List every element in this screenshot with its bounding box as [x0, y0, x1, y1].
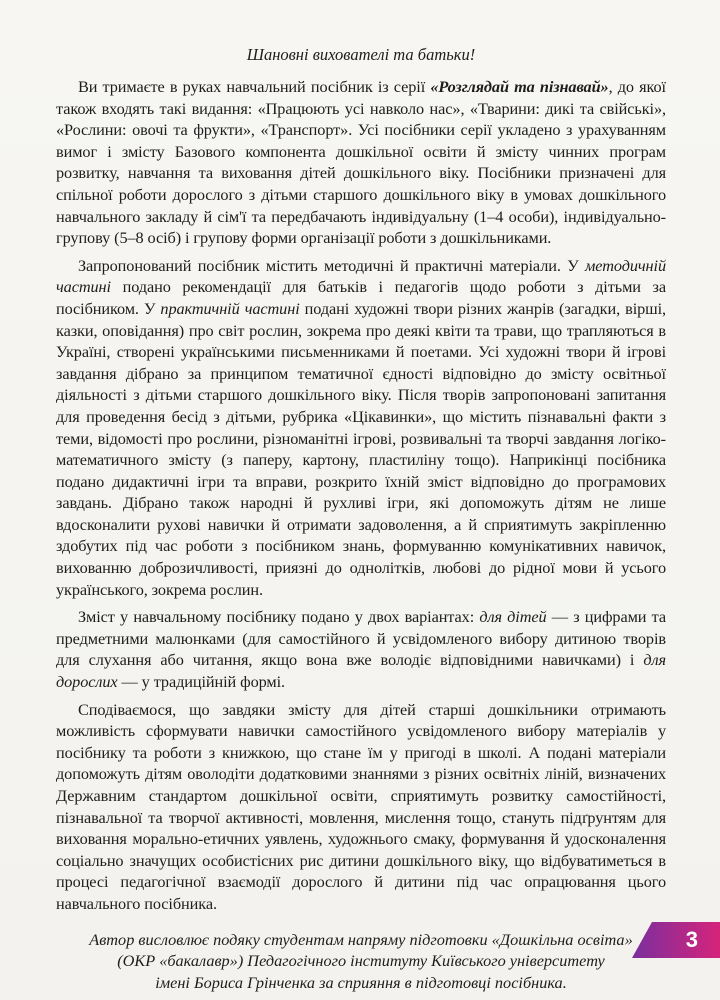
series-title: «Розглядай та пізнавай» — [430, 77, 609, 96]
badge-shape — [632, 922, 720, 958]
page-number: 3 — [685, 927, 698, 952]
method-part-term: методичній частині — [56, 255, 666, 297]
page-heading: Шановні вихователі та батьки! — [246, 45, 476, 64]
practice-part-term: практичній частині — [160, 298, 300, 318]
paragraph-content: Запропонований посібник містить методичні й практичні матеріали. У методичній частині подано рекомендації для батьків і педагогів щодо роботи з дітьми за посібником. У практичній частині подані художні твори різних жанрів (загадки, вірші, казки, оповідання) про світ рослин, зокрема про деякі квіти та трави, що трапляються в Україні, створені українськими письменниками й поетами. Усі художні твори й ігрові завдання дібрано за принципом тематичної єдності відповідно до змісту освітньої діяльності з дітьми старшого дошкільного віку. Після творів запропоновані запитання для проведення бесід з дітьми, рубрика «Цікавинки», що містить пізнавальні факти з теми, відомості про рослини, різноманітні ігрові, розвивальні та творчі завдання логіко-математичного змісту (з паперу, картону, пластиліну тощо). Наприкінці посібника подано дидактичні ігри та вправи, розкрито їхній зміст відповідно до програмових завдань. Дібрано також народні й рухливі ігри, які допоможуть дітям не лише вдосконалити рухові навички й отримати задоволення, а й сприятимуть закріпленню здобутих під час роботи з посібником знань, формуванню комунікативних навичок, вихованню доброзичливості, приязні до однолітків, любові до рідної мови й усього українського, зокрема рослин. — [56, 255, 666, 599]
acknowledgement-line: Автор висловлює подяку студентам напряму підготовки «Дошкільна освіта» — [89, 929, 633, 949]
for-kids-term: для дітей — [479, 607, 547, 627]
acknowledgement-line: імені Бориса Грінченка за сприяння в підготовці посібника. — [155, 972, 567, 992]
paragraph-hopes: Сподіваємося, що завдяки змісту для дітей старші дошкільники отримають можливість сформувати навички самостійного усвідомленого вибору матеріалів у посібнику та роботи з книжкою, що стане їм у пригоді в школі. А подані матеріали допоможуть дітям оволодіти додатковими знаннями з різних освітніх ліній, визначених Державним стандартом дошкільної освіти, сприятимуть розвитку самостійності, пізнавальної та творчої активності, мовлення, мислення тощо, стануть підґрунтям для виховання морально-етичних уявлень, художнього смаку, формування й удосконалення соціально значущих особистісних рис дитини дошкільного віку, що відбуватиметься в процесі педагогічної взаємодії дорослого й дитини під час опрацювання цього навчального посібника. — [56, 699, 666, 913]
page-content — [56, 44, 666, 993]
page-number-badge — [632, 922, 720, 958]
paragraph-variants: Зміст у навчальному посібнику подано у двох варіантах: для дітей — з цифрами та предметними малюнками (для самостійного й усвідомленого вибору дитиною творів для слухання або читання, якщо вона вже володіє відповідними навичками) і для дорослих — у традиційній формі. — [56, 607, 666, 692]
paragraph-intro: Ви тримаєте в руках навчальний посібник із серії «Розглядай та пізнавай», до якої також входять такі видання: «Працюють усі навколо нас», «Тварини: дикі та свійські», «Рослини: овочі та фрукти», «Транспорт». Усі посібники серії укладено з урахуванням вимог і змісту Базового компонента дошкільної освіти й змісту чинних програм розвитку, навчання та виховання дітей дошкільного віку. Посібники призначені для спільної роботи дорослого з дітьми старшого дошкільного віку в умовах дошкільного навчального закладу й сім'ї та передбачають індивідуальну (1–4 особи), індивідуально-групову (5–8 осіб) і групову форми організації роботи з дошкільниками. — [56, 77, 666, 248]
acknowledgement — [56, 929, 666, 994]
acknowledgement-line: (ОКР «бакалавр») Педагогічного інституту Київського університету — [117, 951, 605, 971]
for-adults-term: для дорослих — [56, 650, 666, 692]
